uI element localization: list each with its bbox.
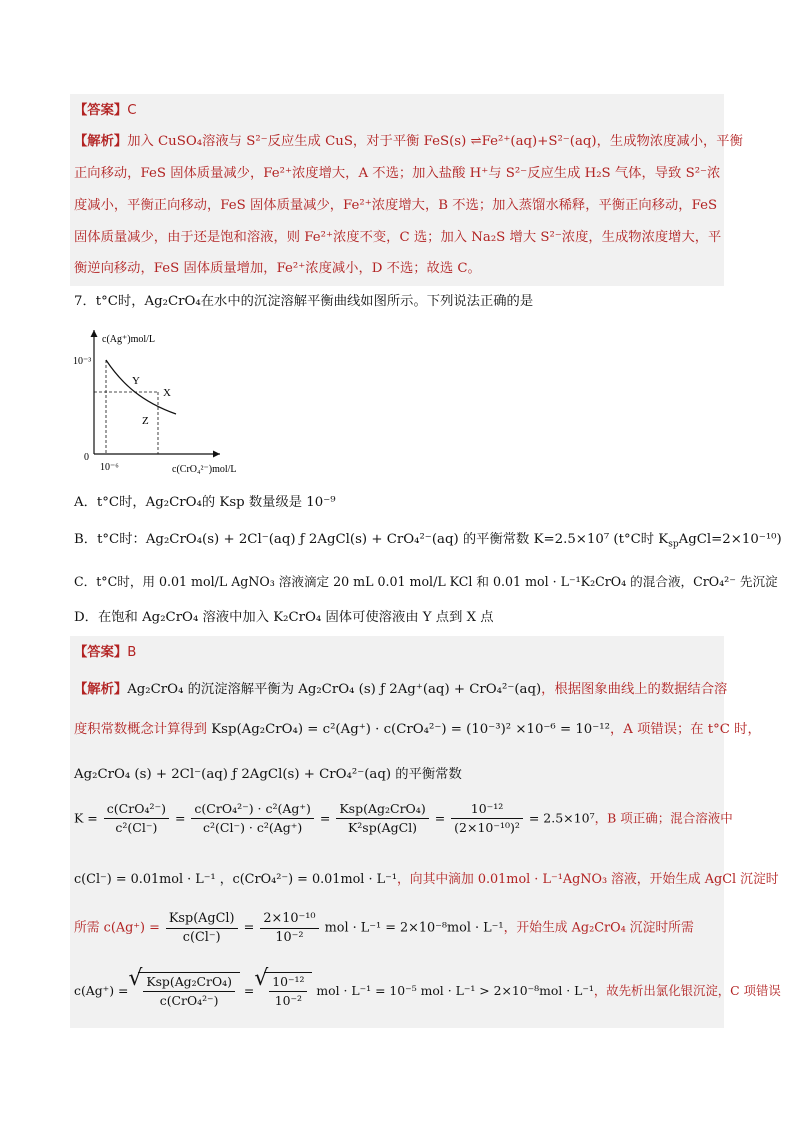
k-symbol: K = [74,810,98,826]
fraction [451,800,523,837]
fraction [143,973,235,1010]
analysis2-line-7 [74,972,781,1010]
equals-sign: = [243,983,255,998]
numerator: 10⁻¹² [451,800,523,819]
fraction [269,973,307,1010]
analysis-line: 衡逆向移动，FeS 固体质量增加，Fe²⁺浓度减小，D 不选；故选 C。 [74,261,481,276]
fraction [336,800,428,837]
option-b-sub: sp [668,539,679,550]
ksp-equation: Ksp(Ag₂CrO₄) = c²(Ag⁺) · c(CrO₄²⁻) = (10⁻³)² ×10⁻⁶ = 10⁻¹² [211,722,610,737]
denominator: (2×10⁻¹⁰)² [454,820,520,835]
numerator: c(CrO₄²⁻) · c²(Ag⁺) [191,800,313,819]
option-b-tail: AgCl=2×10⁻¹⁰) [678,532,782,547]
option-d: D．在饱和 Ag₂CrO₄ 溶液中加入 K₂CrO₄ 固体可使溶液由 Y 点到 X 点 [74,610,494,625]
analysis-text: 所需 c(Ag⁺) = [74,920,160,936]
answer-value: B [127,645,137,660]
option-c: C．t°C时，用 0.01 mol/L AgNO₃ 溶液滴定 20 mL 0.01 mol/L KCl 和 0.01 mol · L⁻¹K₂CrO₄ 的混合液，CrO₄²⁻ 先沉淀 [74,574,778,589]
equilibrium-graph [70,322,270,482]
analysis-label: 【解析】 [74,134,128,149]
x-tick-label: 10⁻⁶ [100,462,119,473]
analysis-text: 度积常数概念计算得到 [74,722,212,737]
equals-sign: = [243,920,255,936]
analysis-line: 度减小，平衡正向移动，FeS 固体质量减少，Fe²⁺浓度增大，B 不选；加入蒸馏水稀释，平衡正向移动，FeS [74,198,718,213]
y-axis-label: c(Ag⁺)mol/L [102,334,156,345]
y-tick-label: 10⁻³ [73,356,92,367]
equals-sign: = [319,810,331,826]
calc-result: mol · L⁻¹ = 2×10⁻⁸mol · L⁻¹ [324,920,504,936]
option-b-text: B．t°C时：Ag₂CrO₄(s) + 2Cl⁻(aq) ƒ 2AgCl(s) + CrO₄²⁻(aq) 的平衡常数 K=2.5×10⁷ (t°C时 K [74,532,669,547]
answer-label: 【答案】 [74,645,128,660]
analysis-text: ，根据图象曲线上的数据结合溶 [541,682,728,697]
denominator: c(Cl⁻) [182,930,221,945]
denominator: 10⁻² [274,993,302,1008]
sqrt [138,972,240,1010]
concentration-text: c(Cl⁻) = 0.01mol · L⁻¹ ，c(CrO₄²⁻) = 0.01mol · L⁻¹ [74,872,397,887]
analysis-text: ，开始生成 Ag₂CrO₄ 沉淀时所需 [503,920,694,936]
analysis-line [74,132,743,152]
analysis-line: 固体质量减少，由于还是饱和溶液，则 Fe²⁺浓度不变，C 选；加入 Na₂S 增大 S²⁻浓度，生成物浓度增大，平 [74,230,722,245]
numerator: c(CrO₄²⁻) [104,800,169,819]
numerator: √ Ksp(Ag₂CrO₄) [143,973,235,992]
point-y-label: Y [132,375,140,387]
option-b [74,530,782,555]
fraction [104,800,169,837]
fraction [191,800,313,837]
x-axis-label: c(CrO₄²⁻)mol/L [172,464,237,475]
numerator: Ksp(AgCl) [166,910,238,929]
answer-value: C [127,103,137,118]
denominator: c²(Cl⁻) [115,820,158,835]
answer-line-2 [74,643,136,663]
answer-line-1 [74,101,136,121]
k-result: = 2.5×10⁷ [528,810,595,826]
numerator: Ksp(Ag₂CrO₄) [336,800,428,819]
analysis-text: 加入 CuSO₄溶液与 S²⁻反应生成 CuS，对于平衡 FeS(s) ⇌Fe²⁺(aq)+S²⁻(aq)，生成物浓度减小，平衡 [127,134,743,149]
analysis2-line-4 [74,800,733,837]
analysis-text: ，B 项正确；混合溶液中 [594,810,733,826]
equals-sign: = [174,810,186,826]
analysis2-line-3: Ag₂CrO₄ (s) + 2Cl⁻(aq) ƒ 2AgCl(s) + CrO₄²⁻(aq) 的平衡常数 [74,767,462,782]
analysis2-line-2 [74,720,761,740]
denominator: 10⁻² [275,930,304,945]
analysis2-line-6 [74,910,694,947]
calc-result: mol · L⁻¹ = 10⁻⁵ mol · L⁻¹ > 2×10⁻⁸mol · L⁻¹ [316,983,594,998]
analysis-text: ，故先析出氯化银沉淀，C 项错误 [593,983,781,998]
analysis2-line-5 [74,870,779,890]
numerator: 2×10⁻¹⁰ [260,910,318,929]
origin-label: 0 [84,452,89,463]
denominator: c²(Cl⁻) · c²(Ag⁺) [203,820,303,835]
answer-label: 【答案】 [74,103,128,118]
denominator: K²sp(AgCl) [347,820,418,835]
sqrt [264,972,312,1010]
answer-panel-1 [70,94,724,286]
fraction [166,910,238,947]
analysis-label: 【解析】 [74,682,128,697]
question-stem: 7．t°C时，Ag₂CrO₄在水中的沉淀溶解平衡曲线如图所示。下列说法正确的是 [74,294,534,309]
analysis-text: ，A 项错误；在 t°C 时， [609,722,761,737]
analysis-text: ，向其中滴加 0.01mol · L⁻¹AgNO₃ 溶液，开始生成 AgCl 沉淀时 [396,872,779,887]
analysis-text: Ag₂CrO₄ 的沉淀溶解平衡为 Ag₂CrO₄ (s) ƒ 2Ag⁺(aq) + CrO₄²⁻(aq) [127,682,542,697]
c-ag-label: c(Ag⁺) = [74,983,129,998]
denominator: c(CrO₄²⁻) [159,993,219,1008]
equals-sign: = [434,810,446,826]
analysis-line: 正向移动，FeS 固体质量减少，Fe²⁺浓度增大，A 不选；加入盐酸 H⁺与 S²⁻反应生成 H₂S 气体，导致 S²⁻浓 [74,166,721,181]
option-a: A．t°C时，Ag₂CrO₄的 Ksp 数量级是 10⁻⁹ [74,495,336,510]
numerator: √ 10⁻¹² [269,973,307,992]
fraction [260,910,318,947]
point-x-label: X [163,387,171,399]
analysis2-line-1 [74,680,727,700]
point-z-label: Z [142,415,149,427]
